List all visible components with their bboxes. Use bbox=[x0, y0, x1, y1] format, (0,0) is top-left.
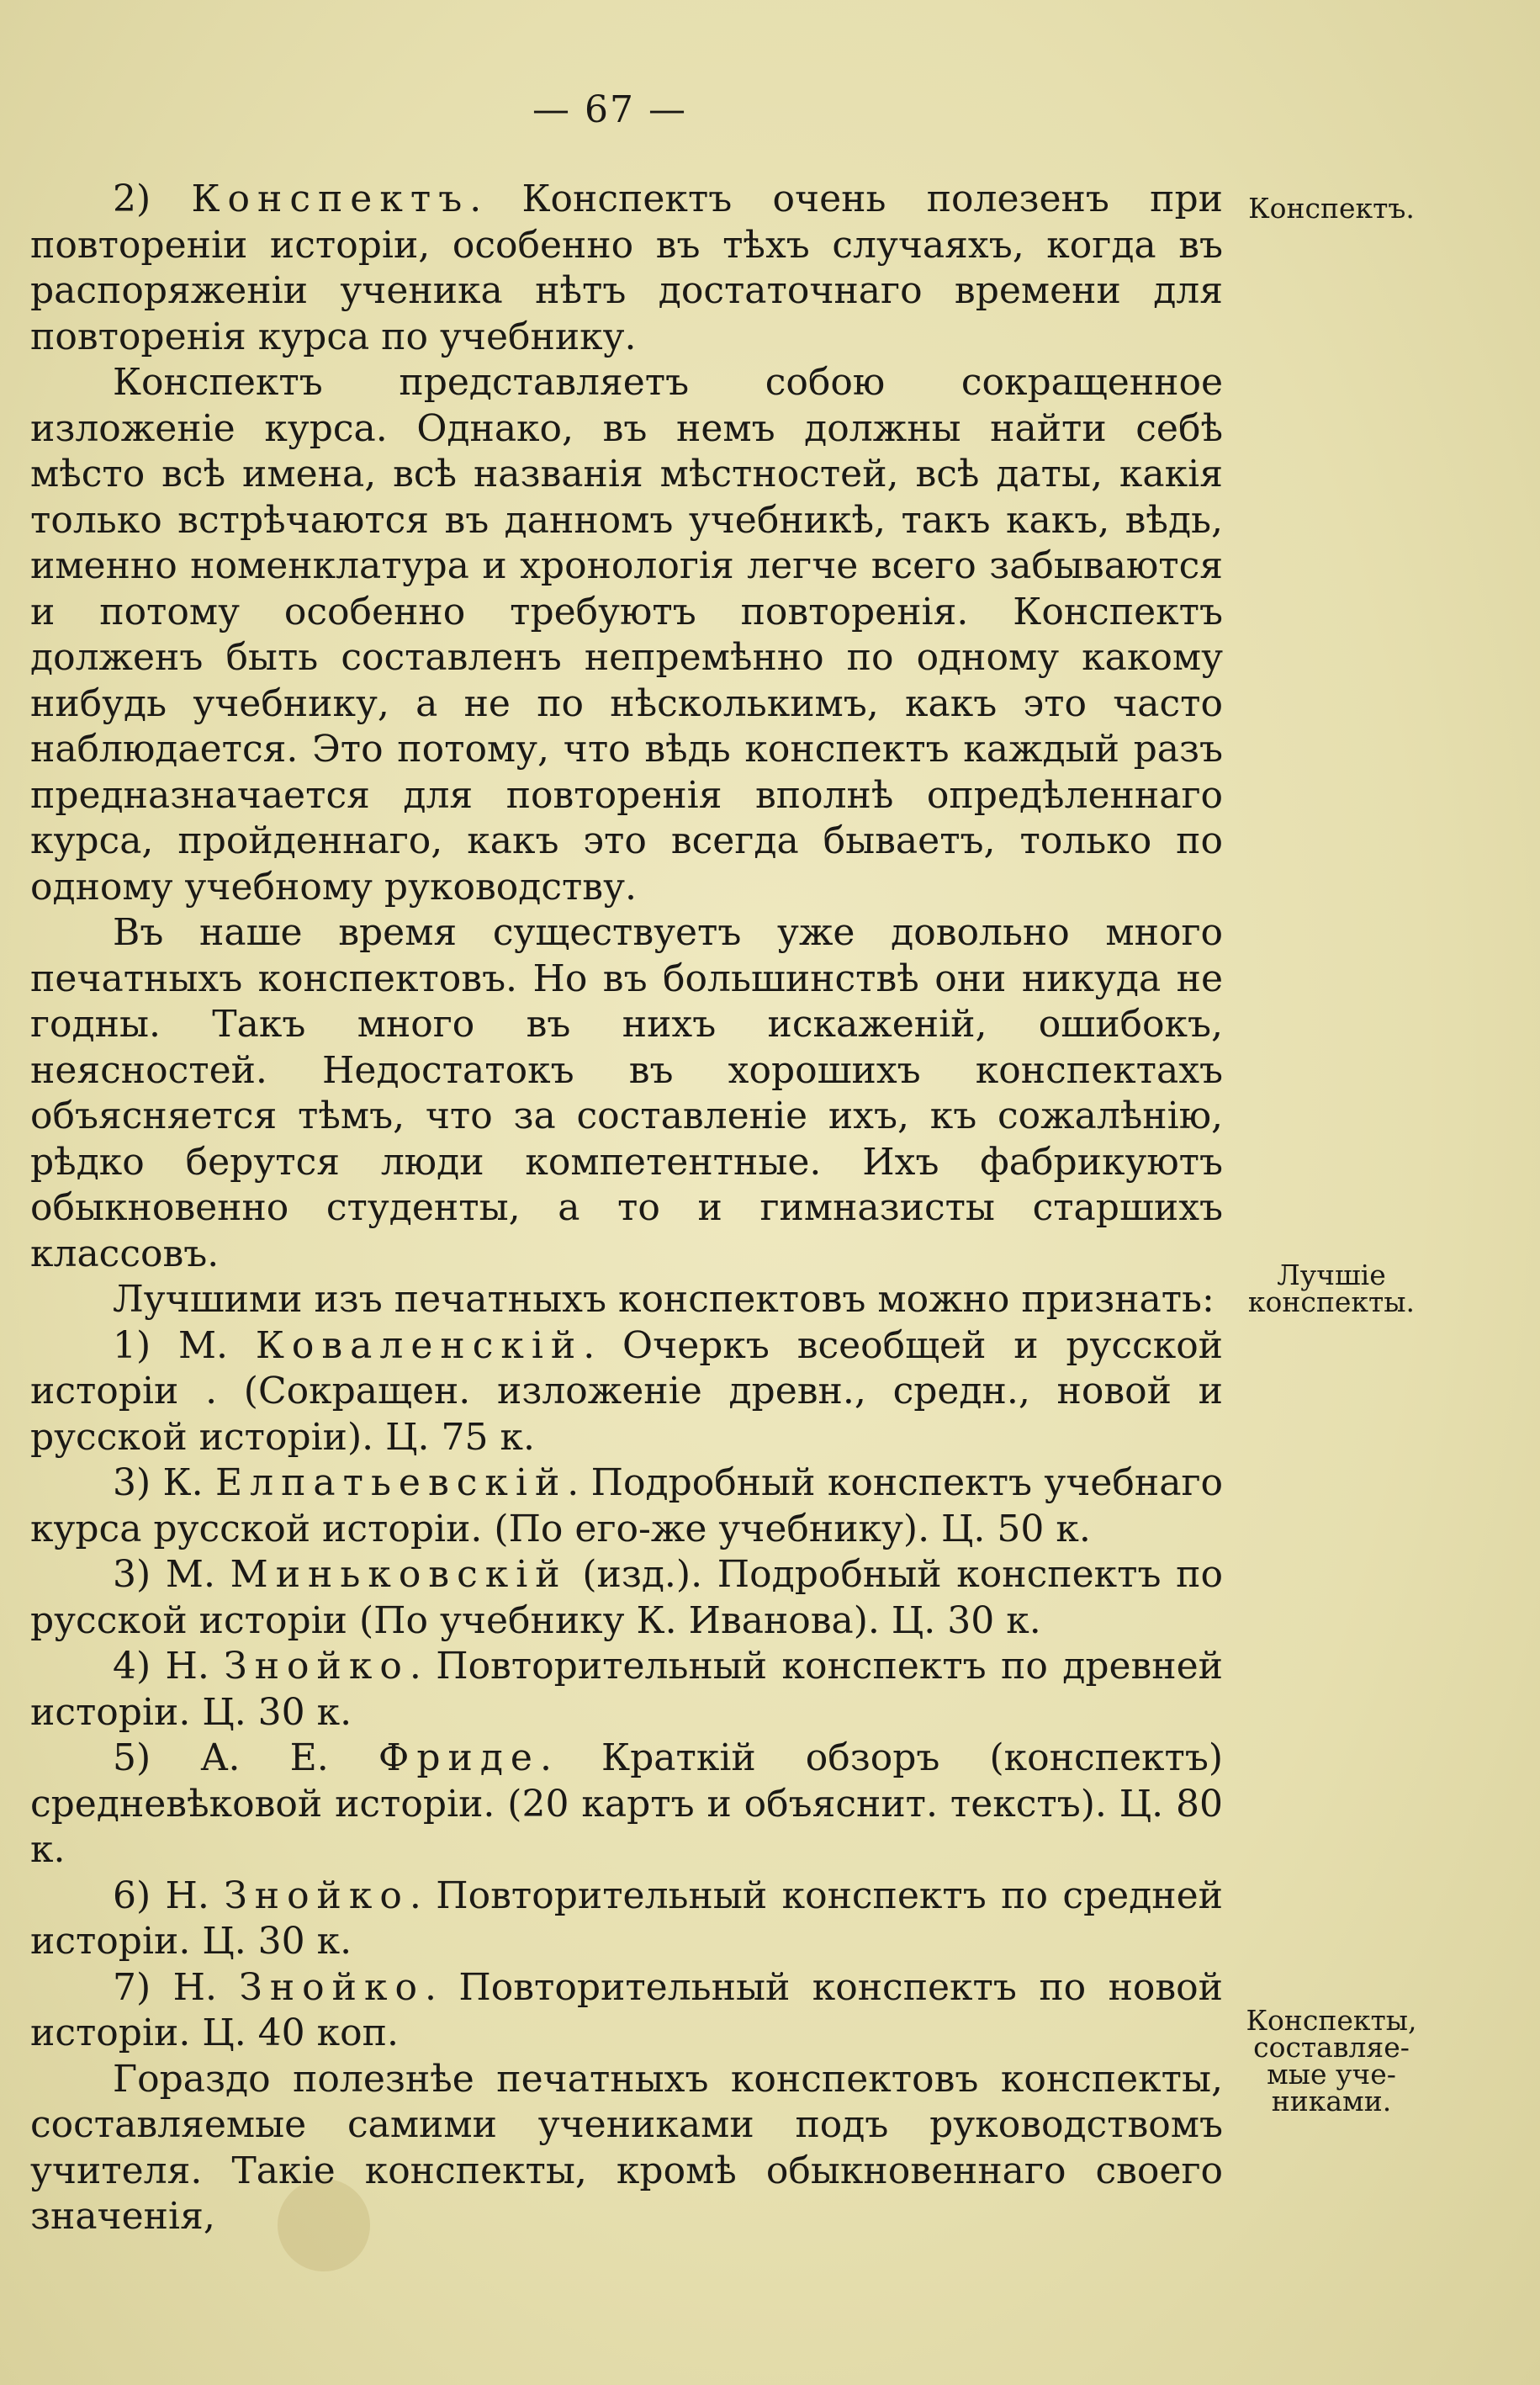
list-item-author: Фриде bbox=[378, 1736, 540, 1779]
list-item-number: 3) К. bbox=[113, 1461, 215, 1504]
margin-note-konspekt: Конспектъ. bbox=[1248, 192, 1415, 225]
list-item-author: Елпатьевскій bbox=[215, 1461, 568, 1504]
list-item-number: 1) М. bbox=[113, 1323, 256, 1367]
list-item-text: . Повторительный конспектъ по средней исторіи. Ц. 30 к. bbox=[30, 1874, 1223, 1963]
list-item bbox=[30, 1644, 1223, 1736]
paragraph-best: Лучшими изъ печатныхъ конспектовъ можно признать: bbox=[113, 1278, 1215, 1321]
list-item-text: . Подробный конспектъ учебнаго курса русской исторіи. (По его-же учебнику). Ц. 50 к. bbox=[30, 1461, 1223, 1550]
margin-note-line: Конспекты, bbox=[1246, 2004, 1417, 2037]
margin-note-best bbox=[1226, 1259, 1437, 1318]
list-item-text: . Повторительный конспектъ по древней исторіи. Ц. 30 к. bbox=[30, 1645, 1223, 1734]
list-item-author: Знойко bbox=[224, 1645, 410, 1688]
list-item bbox=[30, 1965, 1223, 2057]
page-number: — 67 — bbox=[532, 88, 687, 131]
list-item-text: . Краткій обзоръ (конспектъ) средневѣковой исторіи. (20 картъ и объяснит. текстъ). Ц. 80 к. bbox=[30, 1736, 1223, 1871]
list-item-number: 4) Н. bbox=[113, 1645, 225, 1688]
list-item bbox=[30, 1552, 1223, 1644]
list-item bbox=[30, 1736, 1223, 1874]
list-item bbox=[30, 1874, 1223, 1965]
paragraph-text: . Конспектъ очень полезенъ при повтореніи исторіи, особенно въ тѣхъ случаяхъ, когда въ распоряженіи ученика нѣтъ достаточнаго времени для повторенія курса по учебнику. bbox=[30, 178, 1223, 358]
margin-note-line: конспекты. bbox=[1247, 1285, 1416, 1318]
paragraph-printed: Въ наше время существуетъ уже довольно много печатныхъ конспектовъ. Но въ большинствѣ они никуда не годны. Такъ много въ нихъ искаженій, ошибокъ, неясностей. Недостатокъ въ хорошихъ конспектахъ объясняется тѣмъ, что за составленіе ихъ, къ сожалѣнію, рѣдко берутся люди компетентные. Ихъ фабрикуютъ обыкновенно студенты, а то и гимназисты старшихъ классовъ. bbox=[30, 911, 1223, 1275]
list-item-author: Коваленскій bbox=[255, 1323, 584, 1367]
margin-note-line: Лучшіе bbox=[1277, 1259, 1386, 1291]
list-item-author: Миньковскій bbox=[230, 1553, 568, 1596]
list-item-number: 7) Н. bbox=[113, 1965, 240, 2009]
list-item-text: . Повторительный конспектъ по новой исторіи. Ц. 40 коп. bbox=[30, 1965, 1223, 2054]
paragraph-student-konspekt: Гораздо полезнѣе печатныхъ конспектовъ конспекты, составляемые самими учениками подъ руководствомъ учителя. Такіе конспекты, кромѣ обыкновеннаго своего значенія, bbox=[30, 2057, 1223, 2238]
paragraph-definition: Конспектъ представляетъ собою сокращенное изложеніе курса. Однако, въ немъ должны найти себѣ мѣсто всѣ имена, всѣ названія мѣстностей, всѣ даты, какія только встрѣчаются въ данномъ учебникѣ, такъ какъ, вѣдь, именно номенклатура и хронологія легче всего забываются и потому особенно требуютъ повторенія. Конспектъ долженъ быть составленъ непремѣнно по одному какому нибудь учебнику, а не по нѣсколькимъ, какъ это часто наблюдается. Это потому, что вѣдь конспектъ каждый разъ предназначается для повторенія вполнѣ опредѣленнаго курса, пройденнаго, какъ это всегда бываетъ, только по одному учебному руководству. bbox=[30, 361, 1223, 909]
list-item-author: Знойко bbox=[224, 1874, 410, 1917]
list-item bbox=[30, 1323, 1223, 1461]
list-item-number: 6) Н. bbox=[113, 1874, 225, 1917]
list-item bbox=[30, 1460, 1223, 1552]
section-heading: Конспектъ bbox=[191, 178, 470, 220]
list-item-text: (изд.). Подробный конспектъ по русской исторіи (По учебнику К. Иванова). Ц. 30 к. bbox=[30, 1553, 1223, 1642]
margin-note-line: никами. bbox=[1271, 2085, 1392, 2117]
paragraph-number: 2) bbox=[113, 178, 192, 220]
list-item-number: 5) А. Е. bbox=[113, 1736, 378, 1779]
list-item-author: Знойко bbox=[239, 1965, 425, 2009]
list-item-number: 3) М. bbox=[113, 1553, 230, 1596]
paragraph-konspekt bbox=[30, 177, 1223, 360]
margin-note-line: составляе- bbox=[1253, 2031, 1410, 2064]
margin-note-line: мые уче- bbox=[1267, 2058, 1396, 2091]
list-item-text: . Очеркъ всеобщей и русской исторіи . (Сокращен. изложеніе древн., средн., новой и русской исторіи). Ц. 75 к. bbox=[30, 1323, 1224, 1459]
body-text bbox=[30, 177, 1223, 2240]
margin-note-student bbox=[1226, 2004, 1437, 2117]
